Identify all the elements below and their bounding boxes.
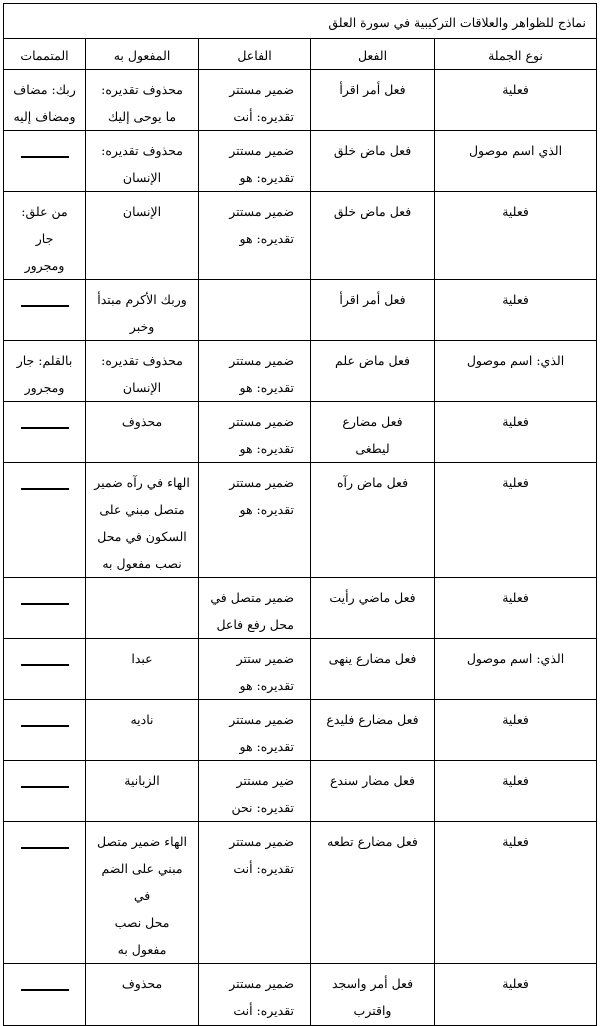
cell-verb-line: فعل أمر واسجد bbox=[331, 976, 414, 991]
cell-verb bbox=[311, 341, 435, 402]
empty-dash bbox=[21, 989, 69, 991]
cell-subject bbox=[199, 70, 311, 131]
cell-object-line: الإنسان bbox=[122, 170, 162, 185]
cell-verb bbox=[311, 463, 435, 578]
cell-subject-line: تقديره: هو bbox=[239, 678, 295, 693]
cell-object bbox=[86, 70, 199, 131]
cell-object bbox=[86, 761, 199, 822]
cell-verb bbox=[311, 761, 435, 822]
cell-complements-line: من علق: جار bbox=[21, 204, 68, 246]
cell-complements-line: ومجرور bbox=[24, 380, 65, 395]
cell-subject-line: تقديره: أنت bbox=[233, 861, 295, 876]
cell-sentence-type bbox=[435, 131, 597, 192]
cell-subject-line: ضمير مستتر bbox=[229, 353, 295, 368]
cell-subject-line: تقديره: هو bbox=[239, 739, 295, 754]
cell-complements bbox=[4, 280, 86, 341]
cell-object-line: مفعول به bbox=[117, 942, 167, 957]
table-row bbox=[4, 578, 597, 639]
cell-sentence-type-line: فعلية bbox=[502, 414, 529, 429]
cell-complements bbox=[4, 463, 86, 578]
cell-verb-line: فعل أمر اقرأ bbox=[339, 292, 406, 307]
cell-sentence-type-line: فعلية bbox=[502, 773, 529, 788]
cell-sentence-type-line: الذي اسم موصول bbox=[468, 143, 563, 158]
cell-object bbox=[86, 639, 199, 700]
cell-sentence-type-line: فعلية bbox=[502, 976, 529, 991]
table-row bbox=[4, 341, 597, 402]
cell-object bbox=[86, 402, 199, 463]
cell-subject bbox=[199, 578, 311, 639]
cell-subject-line: ضمير مستتر bbox=[229, 976, 295, 991]
cell-verb-line: فعل ماض خلق bbox=[333, 143, 412, 158]
cell-object-line: الهاء في رآه ضمير bbox=[94, 475, 190, 490]
cell-object-line: عبدا bbox=[131, 651, 153, 666]
cell-subject bbox=[199, 131, 311, 192]
cell-object-line: محذوف تقديره: bbox=[101, 143, 183, 158]
table-body bbox=[4, 4, 597, 1026]
syntax-table bbox=[3, 3, 597, 1026]
empty-dash bbox=[21, 488, 69, 490]
cell-subject-line: ضمير مستتر bbox=[229, 475, 295, 490]
cell-object-line: الإنسان bbox=[122, 380, 162, 395]
cell-subject-line: ضمير مستتر bbox=[229, 143, 295, 158]
cell-verb bbox=[311, 578, 435, 639]
cell-object bbox=[86, 700, 199, 761]
cell-verb-line: فعل ماض علم bbox=[335, 353, 410, 368]
cell-subject-line: تقديره: هو bbox=[239, 231, 295, 246]
cell-verb bbox=[311, 131, 435, 192]
table-row bbox=[4, 131, 597, 192]
table-row bbox=[4, 761, 597, 822]
cell-sentence-type bbox=[435, 70, 597, 131]
cell-object-line: نصب مفعول به bbox=[102, 556, 182, 571]
cell-sentence-type bbox=[435, 192, 597, 280]
title-row bbox=[4, 4, 597, 39]
table-title: نماذج للظواهر والعلاقات التركيبية في سورة العلق bbox=[4, 4, 597, 39]
cell-subject-line: تقديره: هو bbox=[239, 170, 295, 185]
cell-object-line: السكون في محل bbox=[97, 529, 187, 544]
cell-verb-line: فعل ماض رآه bbox=[336, 475, 409, 490]
cell-object-line: محذوف تقديره: bbox=[101, 82, 183, 97]
cell-subject-line: ضمير متصل في bbox=[210, 590, 295, 605]
cell-subject bbox=[199, 639, 311, 700]
cell-object-line: محذوف تقديره: bbox=[101, 353, 183, 368]
cell-verb-line: فعل ماض خلق bbox=[333, 204, 412, 219]
table-row bbox=[4, 463, 597, 578]
cell-object-line: ناديه bbox=[130, 712, 154, 727]
cell-object-line: محذوف bbox=[121, 976, 163, 991]
cell-complements bbox=[4, 578, 86, 639]
cell-verb-line: فعل أمر اقرأ bbox=[339, 82, 406, 97]
cell-sentence-type-line: فعلية bbox=[502, 82, 529, 97]
cell-object bbox=[86, 192, 199, 280]
cell-sentence-type bbox=[435, 280, 597, 341]
cell-sentence-type-line: فعلية bbox=[502, 292, 529, 307]
cell-sentence-type bbox=[435, 402, 597, 463]
cell-verb-line: فعل مضارع ينهى bbox=[328, 651, 417, 666]
cell-subject bbox=[199, 761, 311, 822]
cell-subject-line: تقديره: هو bbox=[239, 502, 295, 517]
cell-subject-line: ضمير مستتر bbox=[229, 414, 295, 429]
cell-object-line: متصل مبني على bbox=[99, 502, 185, 517]
empty-dash bbox=[21, 664, 69, 666]
cell-verb-line: فعل مضارع bbox=[342, 414, 403, 429]
cell-complements-line: بالقلم: جار bbox=[16, 353, 73, 368]
cell-verb bbox=[311, 192, 435, 280]
cell-complements bbox=[4, 192, 86, 280]
cell-sentence-type-line: الذي: اسم موصول bbox=[466, 651, 565, 666]
cell-verb bbox=[311, 402, 435, 463]
cell-subject bbox=[199, 700, 311, 761]
cell-subject-line: تقديره: أنت bbox=[233, 1003, 295, 1018]
cell-subject-line: تقديره: نحن bbox=[231, 800, 295, 815]
cell-complements bbox=[4, 761, 86, 822]
cell-verb bbox=[311, 822, 435, 964]
cell-verb-line: ليطغى bbox=[355, 441, 390, 456]
header-sentence-type: نوع الجملة bbox=[435, 39, 597, 70]
cell-subject-line: ضمير مستتر bbox=[229, 204, 295, 219]
table-row bbox=[4, 822, 597, 964]
table-row bbox=[4, 70, 597, 131]
cell-complements-line: ومضاف إليه bbox=[13, 109, 76, 124]
cell-sentence-type-line: فعلية bbox=[502, 712, 529, 727]
cell-object-line: الإنسان bbox=[122, 204, 162, 219]
cell-subject bbox=[199, 822, 311, 964]
cell-object-line: الزبانية bbox=[124, 773, 160, 788]
cell-sentence-type-line: فعلية bbox=[502, 204, 529, 219]
cell-subject-line: محل رفع فاعل bbox=[216, 617, 295, 632]
empty-dash bbox=[21, 847, 69, 849]
cell-complements bbox=[4, 639, 86, 700]
cell-sentence-type bbox=[435, 578, 597, 639]
cell-subject-line: تقديره: أنت bbox=[233, 109, 295, 124]
cell-object-line: محذوف bbox=[121, 414, 163, 429]
cell-sentence-type bbox=[435, 822, 597, 964]
cell-object bbox=[86, 280, 199, 341]
cell-sentence-type bbox=[435, 761, 597, 822]
cell-object-line: وربك الأكرم مبتدأ bbox=[97, 292, 187, 307]
cell-sentence-type-line: الذي: اسم موصول bbox=[466, 353, 565, 368]
cell-object-line: ما يوحى إليك bbox=[107, 109, 177, 124]
cell-verb-line: فعل ماضي رأيت bbox=[329, 590, 416, 605]
cell-complements-line: ربك: مضاف bbox=[13, 82, 76, 97]
cell-complements bbox=[4, 341, 86, 402]
cell-sentence-type bbox=[435, 341, 597, 402]
cell-verb-line: فعل مضارع فليدع bbox=[326, 712, 419, 727]
cell-subject-line: ضمير ستتر bbox=[236, 651, 295, 666]
cell-subject bbox=[199, 463, 311, 578]
cell-complements bbox=[4, 131, 86, 192]
header-object: المفعول به bbox=[86, 39, 199, 70]
cell-sentence-type-line: فعلية bbox=[502, 834, 529, 849]
table-row bbox=[4, 639, 597, 700]
cell-sentence-type bbox=[435, 700, 597, 761]
cell-object bbox=[86, 341, 199, 402]
header-row bbox=[4, 39, 597, 70]
header-verb: الفعل bbox=[311, 39, 435, 70]
cell-object-line: وخبر bbox=[129, 319, 155, 334]
cell-object bbox=[86, 463, 199, 578]
cell-verb-line: فعل مضارع تطعه bbox=[327, 834, 418, 849]
cell-object-line: الهاء ضمير متصل bbox=[97, 834, 187, 849]
cell-complements bbox=[4, 822, 86, 964]
table-row bbox=[4, 700, 597, 761]
cell-verb bbox=[311, 70, 435, 131]
cell-complements-line: ومجرور bbox=[24, 258, 65, 273]
header-subject: الفاعل bbox=[199, 39, 311, 70]
cell-subject-line: ضمير مستتر bbox=[229, 834, 295, 849]
cell-complements bbox=[4, 402, 86, 463]
empty-dash bbox=[21, 156, 69, 158]
cell-sentence-type-line: فعلية bbox=[502, 590, 529, 605]
cell-subject-line: ضير مستتر bbox=[236, 773, 295, 788]
cell-complements bbox=[4, 700, 86, 761]
cell-verb-line: واقترب bbox=[353, 1003, 392, 1018]
cell-subject bbox=[199, 341, 311, 402]
cell-complements bbox=[4, 70, 86, 131]
empty-dash bbox=[21, 603, 69, 605]
cell-sentence-type bbox=[435, 639, 597, 700]
cell-verb bbox=[311, 639, 435, 700]
cell-verb-line: فعل مضار سندع bbox=[329, 773, 416, 788]
cell-subject-line: تقديره: هو bbox=[239, 380, 295, 395]
cell-subject-line: تقديره: هو bbox=[239, 441, 295, 456]
empty-dash bbox=[21, 427, 69, 429]
cell-subject-line: ضمير مستتر bbox=[229, 712, 295, 727]
cell-subject-line: ضمير مستتر bbox=[229, 82, 295, 97]
cell-verb bbox=[311, 280, 435, 341]
cell-object bbox=[86, 131, 199, 192]
empty-dash bbox=[21, 725, 69, 727]
cell-sentence-type-line: فعلية bbox=[502, 475, 529, 490]
table-row bbox=[4, 280, 597, 341]
header-complements: المتممات bbox=[4, 39, 86, 70]
cell-subject bbox=[199, 402, 311, 463]
cell-verb bbox=[311, 700, 435, 761]
empty-dash bbox=[21, 305, 69, 307]
empty-dash bbox=[21, 786, 69, 788]
cell-subject bbox=[199, 280, 311, 341]
cell-object bbox=[86, 578, 199, 639]
cell-sentence-type bbox=[435, 463, 597, 578]
cell-object-line: مبني على الضم في bbox=[101, 861, 183, 903]
cell-object bbox=[86, 822, 199, 964]
table-row bbox=[4, 402, 597, 463]
syntax-table-container bbox=[3, 3, 596, 1026]
table-row bbox=[4, 192, 597, 280]
cell-object-line: محل نصب bbox=[114, 915, 170, 930]
cell-subject bbox=[199, 192, 311, 280]
